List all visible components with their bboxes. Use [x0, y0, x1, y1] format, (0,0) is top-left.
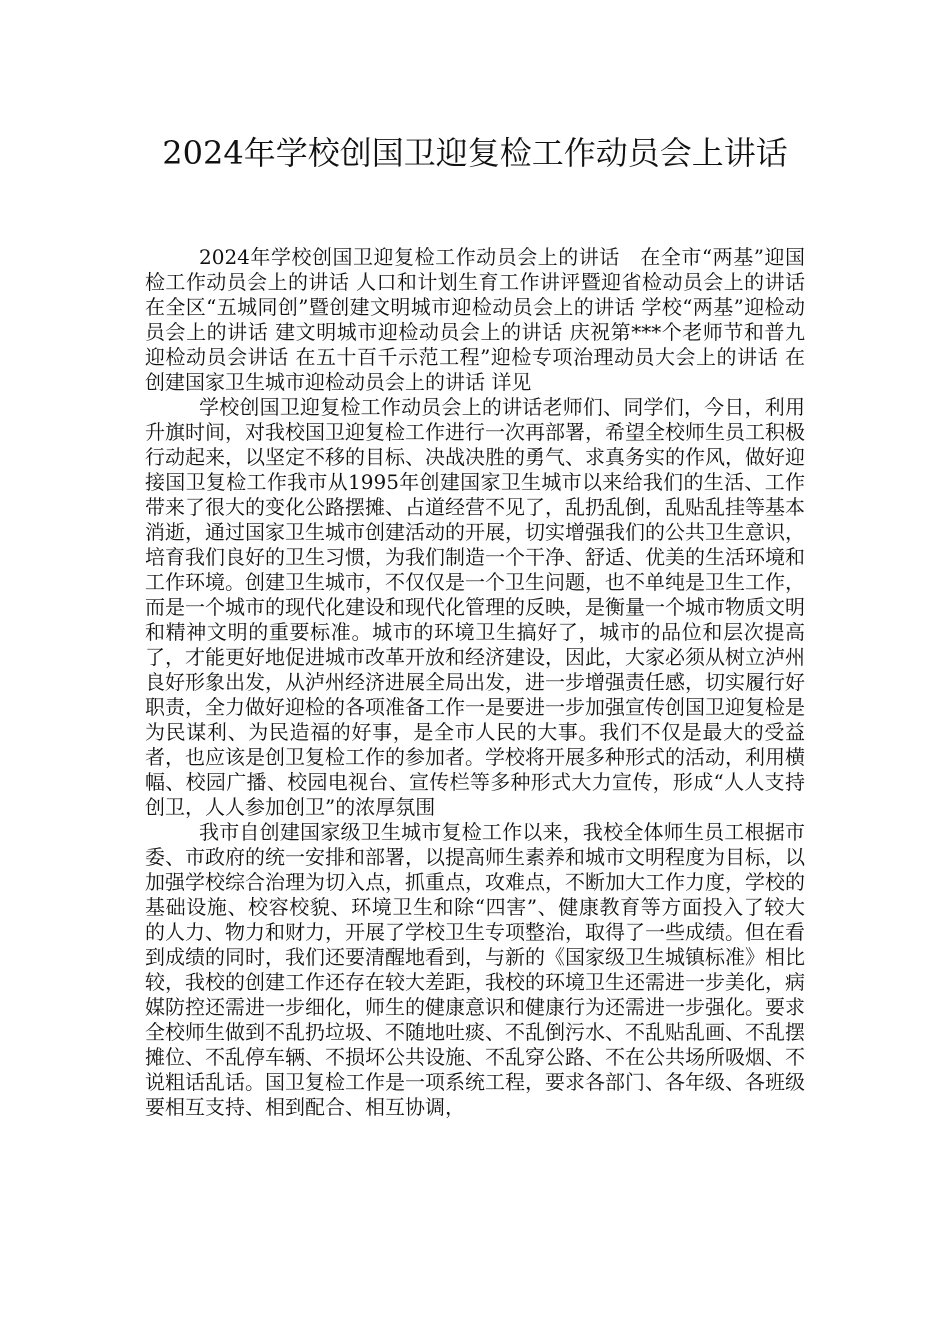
paragraph-progress: 我市自创建国家级卫生城市复检工作以来，我校全体师生员工根据市委、市政府的统一安排和部署，以提高师生素养和城市文明程度为目标，以加强学校综合治理为切入点，抓重点，攻难点，不断加大工作力度，学校的基础设施、校容校貌、环境卫生和除“四害”、健康教育等方面投入了较大的人力、物力和财力，开展了学校卫生专项整治，取得了一些成绩。但在看到成绩的同时，我们还要清醒地看到，与新的《国家级卫生城镇标准》相比较，我校的创建工作还存在较大差距，我校的环境卫生还需进一步美化，病媒防控还需进一步细化，师生的健康意识和健康行为还需进一步强化。要求全校师生做到不乱扔垃圾、不随地吐痰、不乱倒污水、不乱贴乱画、不乱摆摊位、不乱停车辆、不损坏公共设施、不乱穿公路、不在公共场所吸烟、不说粗话乱话。国卫复检工作是一项系统工程，要求各部门、各年级、各班级要相互支持、相到配合、相互协调，: [145, 820, 805, 1119]
paragraph-speech: 学校创国卫迎复检工作动员会上的讲话老师们、同学们，今日，利用升旗时间，对我校国卫迎复检工作进行一次再部署，希望全校师生员工积极行动起来，以坚定不移的目标、决战决胜的勇气、求真务实的作风，做好迎接国卫复检工作我市从1995年创建国家卫生城市以来给我们的生活、工作带来了很大的变化公路摆摊、占道经营不见了，乱扔乱倒，乱贴乱挂等基本消逝，通过国家卫生城市创建活动的开展，切实增强我们的公共卫生意识，培育我们良好的卫生习惯，为我们制造一个干净、舒适、优美的生活环境和工作环境。创建卫生城市，不仅仅是一个卫生问题，也不单纯是卫生工作，而是一个城市的现代化建设和现代化管理的反映，是衡量一个城市物质文明和精神文明的重要标准。城市的环境卫生搞好了，城市的品位和层次提高了，才能更好地促进城市改革开放和经济建设，因此，大家必须从树立泸州良好形象出发，从泸州经济进展全局出发，进一步增强责任感，切实履行好职责，全力做好迎检的各项准备工作一是要进一步加强宣传创国卫迎复检是为民谋利、为民造福的好事，是全市人民的大事。我们不仅是最大的受益者，也应该是创卫复检工作的参加者。学校将开展多种形式的活动，利用横幅、校园广播、校园电视台、宣传栏等多种形式大力宣传，形成“人人支持创卫，人人参加创卫”的浓厚氛围: [145, 395, 805, 819]
document-body: [145, 245, 805, 1120]
document-title: 2024年学校创国卫迎复检工作动员会上讲话: [162, 134, 788, 172]
paragraph-intro: 2024年学校创国卫迎复检工作动员会上的讲话 在全市“两基”迎国检工作动员会上的讲话 人口和计划生育工作讲评暨迎省检动员会上的讲话 在全区“五城同创”暨创建文明城市迎检动员会上的讲话 学校“两基”迎检动员会上的讲话 建文明城市迎检动员会上的讲话 庆祝第***个老师节和普九迎检动员会讲话 在五十百千示范工程”迎检专项治理动员大会上的讲话 在创建国家卫生城市迎检动员会上的讲话 详见: [145, 245, 805, 394]
